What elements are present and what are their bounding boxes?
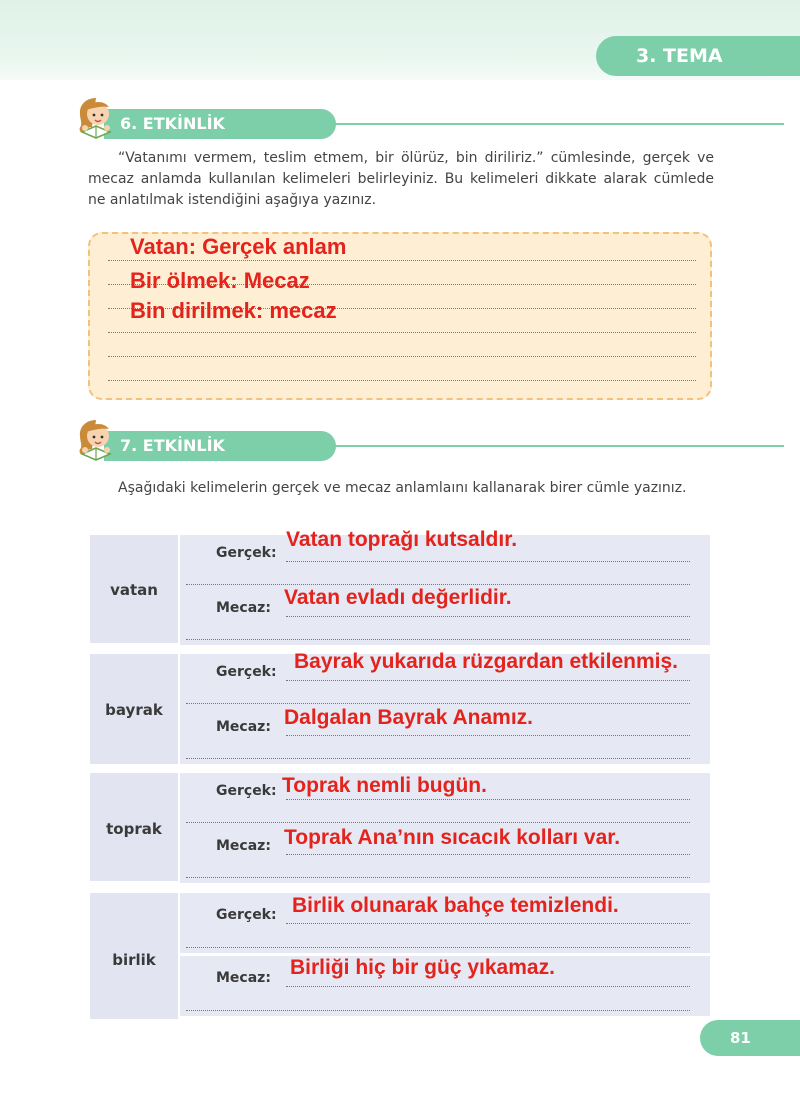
- dotted-line: [108, 356, 696, 357]
- girl-reading-icon: [72, 416, 120, 468]
- gercek-label: Gerçek:: [216, 545, 277, 561]
- word-cell: toprak: [90, 773, 178, 881]
- dotted-line: [286, 986, 690, 987]
- activity6-instruction: “Vatanımı vermem, teslim etmem, bir ölürüz, bin diriliriz.” cümlesinde, gerçek ve mecaz anlamda kullanılan kelimeleri belirleyiniz. Bu kelimeleri dikkate alarak cümlede ne anlatılmak istendiğini aşağıya yazınız.: [88, 150, 714, 208]
- mecaz-label: Mecaz:: [216, 600, 271, 616]
- handwritten-answer: Dalgalan Bayrak Anamız.: [284, 706, 533, 729]
- handwritten-answer: Birlik olunarak bahçe temizlendi.: [292, 894, 619, 917]
- dotted-line: [286, 616, 690, 617]
- word-cell: bayrak: [90, 654, 178, 764]
- dotted-line: [186, 1010, 690, 1011]
- activity6-title: 6. ETKİNLİK: [104, 109, 336, 139]
- dotted-line: [186, 584, 690, 585]
- handwritten-answer: Birliği hiç bir güç yıkamaz.: [290, 956, 555, 979]
- handwritten-answer: Bin dirilmek: mecaz: [130, 298, 337, 323]
- dotted-line: [186, 822, 690, 823]
- mecaz-label: Mecaz:: [216, 838, 271, 854]
- word-cell: vatan: [90, 535, 178, 643]
- dotted-line: [286, 854, 690, 855]
- dotted-line: [186, 639, 690, 640]
- activity7-title: 7. ETKİNLİK: [104, 431, 336, 461]
- dotted-line: [286, 799, 690, 800]
- dotted-line: [186, 877, 690, 878]
- page-number: 81: [700, 1020, 800, 1056]
- dotted-line: [108, 380, 696, 381]
- girl-reading-icon: [72, 94, 120, 146]
- handwritten-answer: Toprak nemli bugün.: [282, 774, 487, 797]
- dotted-line: [186, 703, 690, 704]
- gercek-label: Gerçek:: [216, 664, 277, 680]
- dotted-line: [186, 758, 690, 759]
- handwritten-answer: Toprak Ana’nın sıcacık kolları var.: [284, 826, 621, 849]
- gercek-label: Gerçek:: [216, 907, 277, 923]
- dotted-line: [286, 680, 690, 681]
- dotted-line: [286, 561, 690, 562]
- dotted-line: [286, 923, 690, 924]
- dotted-line: [108, 332, 696, 333]
- handwritten-answer: Vatan toprağı kutsaldır.: [286, 528, 518, 551]
- word-cell: birlik: [90, 893, 178, 1019]
- handwritten-answer: Vatan evladı değerlidir.: [284, 586, 512, 609]
- dotted-line: [186, 947, 690, 948]
- handwritten-answer: Bir ölmek: Mecaz: [130, 268, 310, 293]
- handwritten-answer: Bayrak yukarıda rüzgardan etkilenmiş.: [294, 650, 678, 673]
- divider: [334, 445, 784, 447]
- mecaz-label: Mecaz:: [216, 719, 271, 735]
- gercek-label: Gerçek:: [216, 783, 277, 799]
- activity7-instruction: Aşağıdaki kelimelerin gerçek ve mecaz anlamlaını kallanarak birer cümle yazınız.: [118, 480, 687, 496]
- mecaz-label: Mecaz:: [216, 970, 271, 986]
- dotted-line: [286, 735, 690, 736]
- divider: [334, 123, 784, 125]
- handwritten-answer: Vatan: Gerçek anlam: [130, 234, 347, 259]
- dotted-line: [108, 260, 696, 261]
- theme-tab: 3. TEMA: [596, 36, 800, 76]
